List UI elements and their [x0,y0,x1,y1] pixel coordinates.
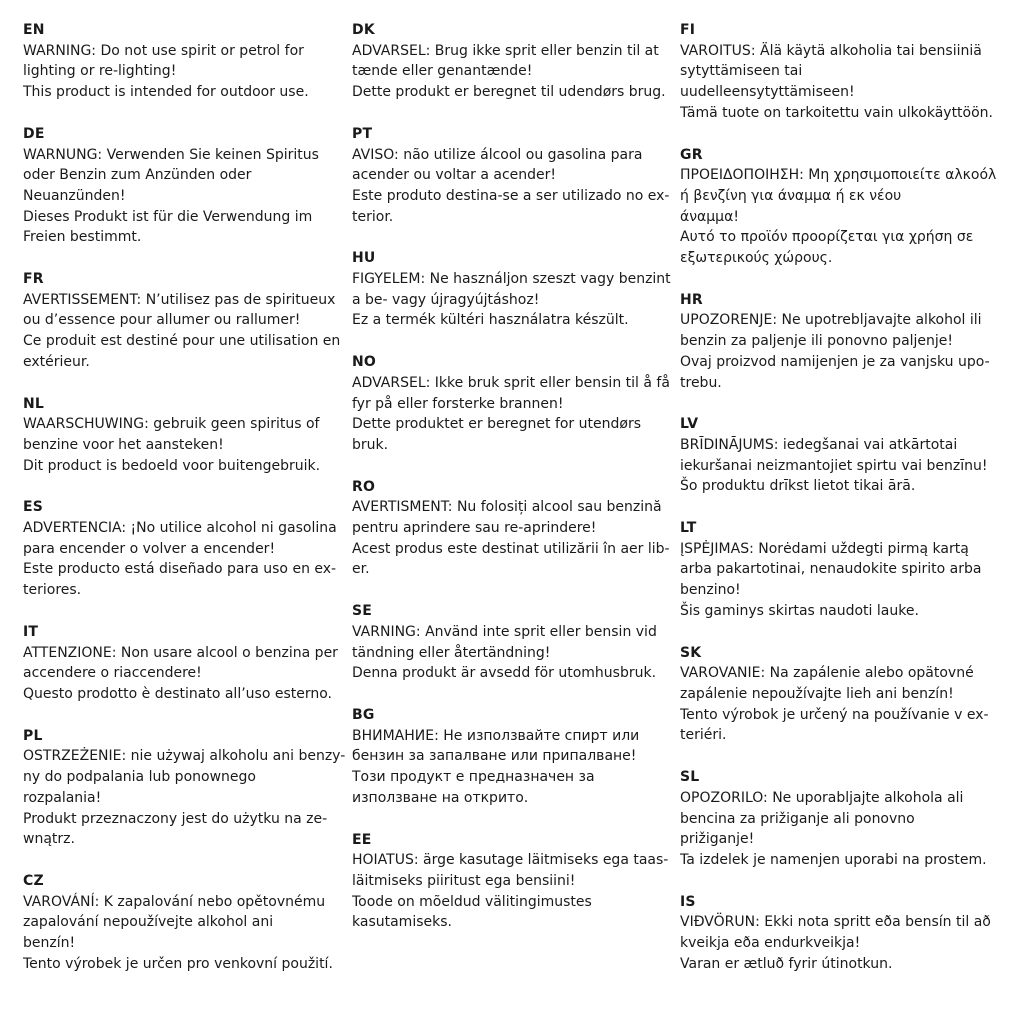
warning-text-line: бензин за запалване или припалване! [352,748,637,765]
language-code: ES [23,499,44,516]
warning-text-line: Ta izdelek je namenjen uporabi na prostem. [680,851,987,868]
warning-text-line: a be- vagy újragyújtáshoz! [352,291,540,308]
warning-text-line: ATTENZIONE: Non usare alcool o benzina per [23,644,338,661]
warning-text-line: kasutamiseks. [352,914,452,931]
language-code: HR [680,291,703,308]
language-code: GR [680,146,703,163]
warning-text-line: accendere o riaccendere! [23,665,202,682]
warning-text-line: HOIATUS: ärge kasutage läitmiseks ega taas- [352,852,669,869]
warning-text-line: zapalování nepoužívejte alkohol ani [23,914,274,931]
warning-section-cz [23,871,345,975]
warning-text-line: Tämä tuote on tarkoitettu vain ulkokäyttöön. [680,104,993,121]
warning-text-line: Denna produkt är avsedd för utomhusbruk. [352,665,657,682]
column-1 [23,20,345,995]
warning-text-line: wnątrz. [23,831,75,848]
warning-section-pt [352,124,674,228]
warning-section-lt [680,518,1010,622]
warning-text-line: VAROITUS: Älä käytä alkoholia tai bensiiniä [680,42,982,59]
warning-text-line: lighting or re-lighting! [23,63,177,80]
warning-text-line: oder Benzin zum Anzünden oder [23,167,252,184]
language-code: EE [352,831,372,848]
warning-text-line: zapálenie nepoužívajte lieh ani benzín! [680,685,954,702]
language-code: FI [680,22,696,38]
warning-text-line: iekuršanai neizmantojiet spirtu vai benzīnu! [680,457,988,474]
warning-text-line: ή βενζίνη για άναμμα ή εκ νέου [680,187,902,204]
warning-text-line: VIÐVÖRUN: Ekki nota spritt eða bensín til að [680,914,991,931]
warning-section-de [23,124,345,248]
language-code: PT [352,125,373,142]
language-code: NL [23,395,45,412]
warning-section-dk [352,20,674,103]
warning-text-line: Neuanzünden! [23,187,126,204]
warning-text-line: ВНИМАНИЕ: Не използвайте спирт или [352,727,640,744]
warning-text-line: benzín! [23,935,76,952]
column-2 [352,20,674,954]
warning-text-line: ADVERTENCIA: ¡No utilice alcohol ni gasolina [23,520,337,537]
warning-text-line: Este producto está diseñado para uso en ex- [23,561,337,578]
warning-text-line: UPOZORENJE: Ne upotrebljavajte alkohol ili [680,312,982,329]
warning-text-line: WARNING: Do not use spirit or petrol for [23,42,304,59]
warning-text-line: benzin za paljenje ili ponovno paljenje! [680,333,954,350]
warning-section-pl [23,726,345,850]
warning-text-line: teriéri. [680,727,727,744]
warning-section-ro [352,477,674,581]
warning-text-line: er. [352,561,370,578]
warning-text-line: benzino! [680,582,741,599]
warning-text-line: teriores. [23,582,82,599]
language-code: HU [352,250,376,267]
warning-text-line: bruk. [352,436,389,453]
language-code: NO [352,354,377,371]
warning-section-nl [23,394,345,477]
warning-section-it [23,622,345,705]
warning-text-line: BRĪDINĀJUMS: iedegšanai vai atkārtotai [680,436,958,453]
warning-section-sk [680,643,1010,747]
language-code: EN [23,22,45,38]
warning-text-line: εξωτερικούς χώρους. [680,250,833,267]
warning-text-line: kveikja eða endurkveikja! [680,935,861,952]
warning-text-line: läitmiseks piiritust ega bensiini! [352,872,576,889]
warning-text-line: trebu. [680,374,722,391]
warning-text-line: VAROVÁNÍ: K zapalování nebo opětovnému [23,893,326,910]
language-code: SL [680,769,700,786]
warning-text-line: άναμμα! [680,208,739,225]
warning-section-sl [680,767,1010,871]
warning-text-line: prižiganje! [680,831,755,848]
warning-text-line: para encender o volver a encender! [23,540,276,557]
warning-text-line: ΠΡΟΕΙΔΟΠΟΙΗΣΗ: Μη χρησιμοποιείτε αλκοόλ [680,167,997,184]
language-code: IT [23,623,39,640]
language-code: DK [352,22,375,38]
warning-text-line: acender ou voltar a acender! [352,167,557,184]
warning-text-line: Produkt przeznaczony jest do użytku na ze- [23,810,328,827]
warning-text-line: Ovaj proizvod namijenjen je za vanjsku upo- [680,353,990,370]
warning-text-line: Dieses Produkt ist für die Verwendung im [23,208,313,225]
warning-text-line: Este produto destina-se a ser utilizado no ex- [352,187,670,204]
warning-section-hr [680,290,1010,394]
warning-text-line: Ez a termék kültéri használatra készült. [352,312,629,329]
warning-text-line: VARNING: Använd inte sprit eller bensin vid [352,623,657,640]
warning-text-line: Този продукт е предназначен за [352,769,595,786]
warning-text-line: pentru aprindere sau re-aprindere! [352,520,597,537]
warning-text-line: Tento výrobok je určený na používanie v ex- [680,706,989,723]
warning-text-line: WAARSCHUWING: gebruik geen spiritus of [23,416,320,433]
warning-text-line: VAROVANIE: Na zapálenie alebo opätovné [680,665,974,682]
warning-text-line: Αυτό το προϊόν προορίζεται για χρήση σε [680,229,974,246]
language-code: SK [680,644,702,661]
warning-text-line: ADVARSEL: Ikke bruk sprit eller bensin til å få [352,374,670,391]
warning-text-line: FIGYELEM: Ne használjon szeszt vagy benzint [352,271,671,288]
warning-text-line: Tento výrobek je určen pro venkovní použití. [23,955,333,972]
warning-section-fi [680,20,1010,124]
warning-text-line: tändning eller återtändning! [352,644,551,661]
warning-text-line: OPOZORILO: Ne uporabljajte alkohola ali [680,789,964,806]
warning-section-fr [23,269,345,373]
warning-text-line: extérieur. [23,353,90,370]
warning-text-line: terior. [352,208,394,225]
warning-section-gr [680,145,1010,269]
warning-section-bg [352,705,674,809]
warning-text-line: bencina za prižiganje ali ponovno [680,810,915,827]
warning-text-line: AVERTISMENT: Nu folosiți alcool sau benzină [352,499,662,516]
warning-text-line: Ce produit est destiné pour une utilisation en [23,333,341,350]
warning-text-line: uudelleensytyttämiseen! [680,84,855,101]
language-code: IS [680,893,696,910]
language-code: RO [352,478,376,495]
warning-text-line: WARNUNG: Verwenden Sie keinen Spiritus [23,146,319,163]
language-code: BG [352,706,375,723]
warning-section-hu [352,248,674,331]
language-code: DE [23,125,45,142]
warning-text-line: sytyttämiseen tai [680,63,803,80]
warning-text-line: tænde eller genantænde! [352,63,533,80]
language-code: FR [23,271,44,288]
warning-section-no [352,352,674,456]
column-3 [680,20,1010,995]
warning-text-line: fyr på eller forsterke brannen! [352,395,564,412]
warning-text-line: OSTRZEŻENIE: nie używaj alkoholu ani benzy- [23,748,346,765]
warning-text-line: This product is intended for outdoor use. [23,84,309,101]
warning-text-line: Freien bestimmt. [23,229,142,246]
warning-text-line: ou d’essence pour allumer ou rallumer! [23,312,301,329]
warning-text-line: Dit product is bedoeld voor buitengebruik. [23,457,321,474]
warning-section-en [23,20,345,103]
language-code: LV [680,416,699,433]
warning-text-line: Varan er ætluð fyrir útinotkun. [680,955,893,972]
warning-text-line: Questo prodotto è destinato all’uso esterno. [23,685,332,702]
warning-section-is [680,892,1010,975]
language-code: LT [680,520,697,537]
warning-text-line: Dette produktet er beregnet for utendørs [352,416,641,433]
warning-text-line: arba pakartotinai, nenaudokite spirito arba [680,561,982,578]
warning-text-line: AVERTISSEMENT: N’utilisez pas de spiritueux [23,291,336,308]
warning-text-line: Dette produkt er beregnet til udendørs brug. [352,84,666,101]
language-code: PL [23,727,43,744]
warning-text-line: ADVARSEL: Brug ikke sprit eller benzin til at [352,42,659,59]
warning-text-line: ny do podpalania lub ponownego [23,769,256,786]
warning-section-ee [352,830,674,934]
warning-text-line: benzine voor het aansteken! [23,436,224,453]
warning-text-line: Toode on mõeldud välitingimustes [352,893,592,910]
warning-text-line: използване на открито. [352,789,529,806]
warning-text-line: ĮSPĖJIMAS: Norėdami uždegti pirmą kartą [680,540,969,557]
warning-section-se [352,601,674,684]
warning-section-lv [680,414,1010,497]
warning-text-line: Šo produktu drīkst lietot tikai ārā. [680,478,916,495]
warning-section-es [23,497,345,601]
warning-text-line: AVISO: não utilize álcool ou gasolina para [352,146,643,163]
warning-text-line: Šis gaminys skirtas naudoti lauke. [680,602,919,619]
language-code: SE [352,603,373,620]
warning-text-line: Acest produs este destinat utilizării în aer lib- [352,540,670,557]
warning-text-line: rozpalania! [23,789,102,806]
language-code: CZ [23,872,44,889]
